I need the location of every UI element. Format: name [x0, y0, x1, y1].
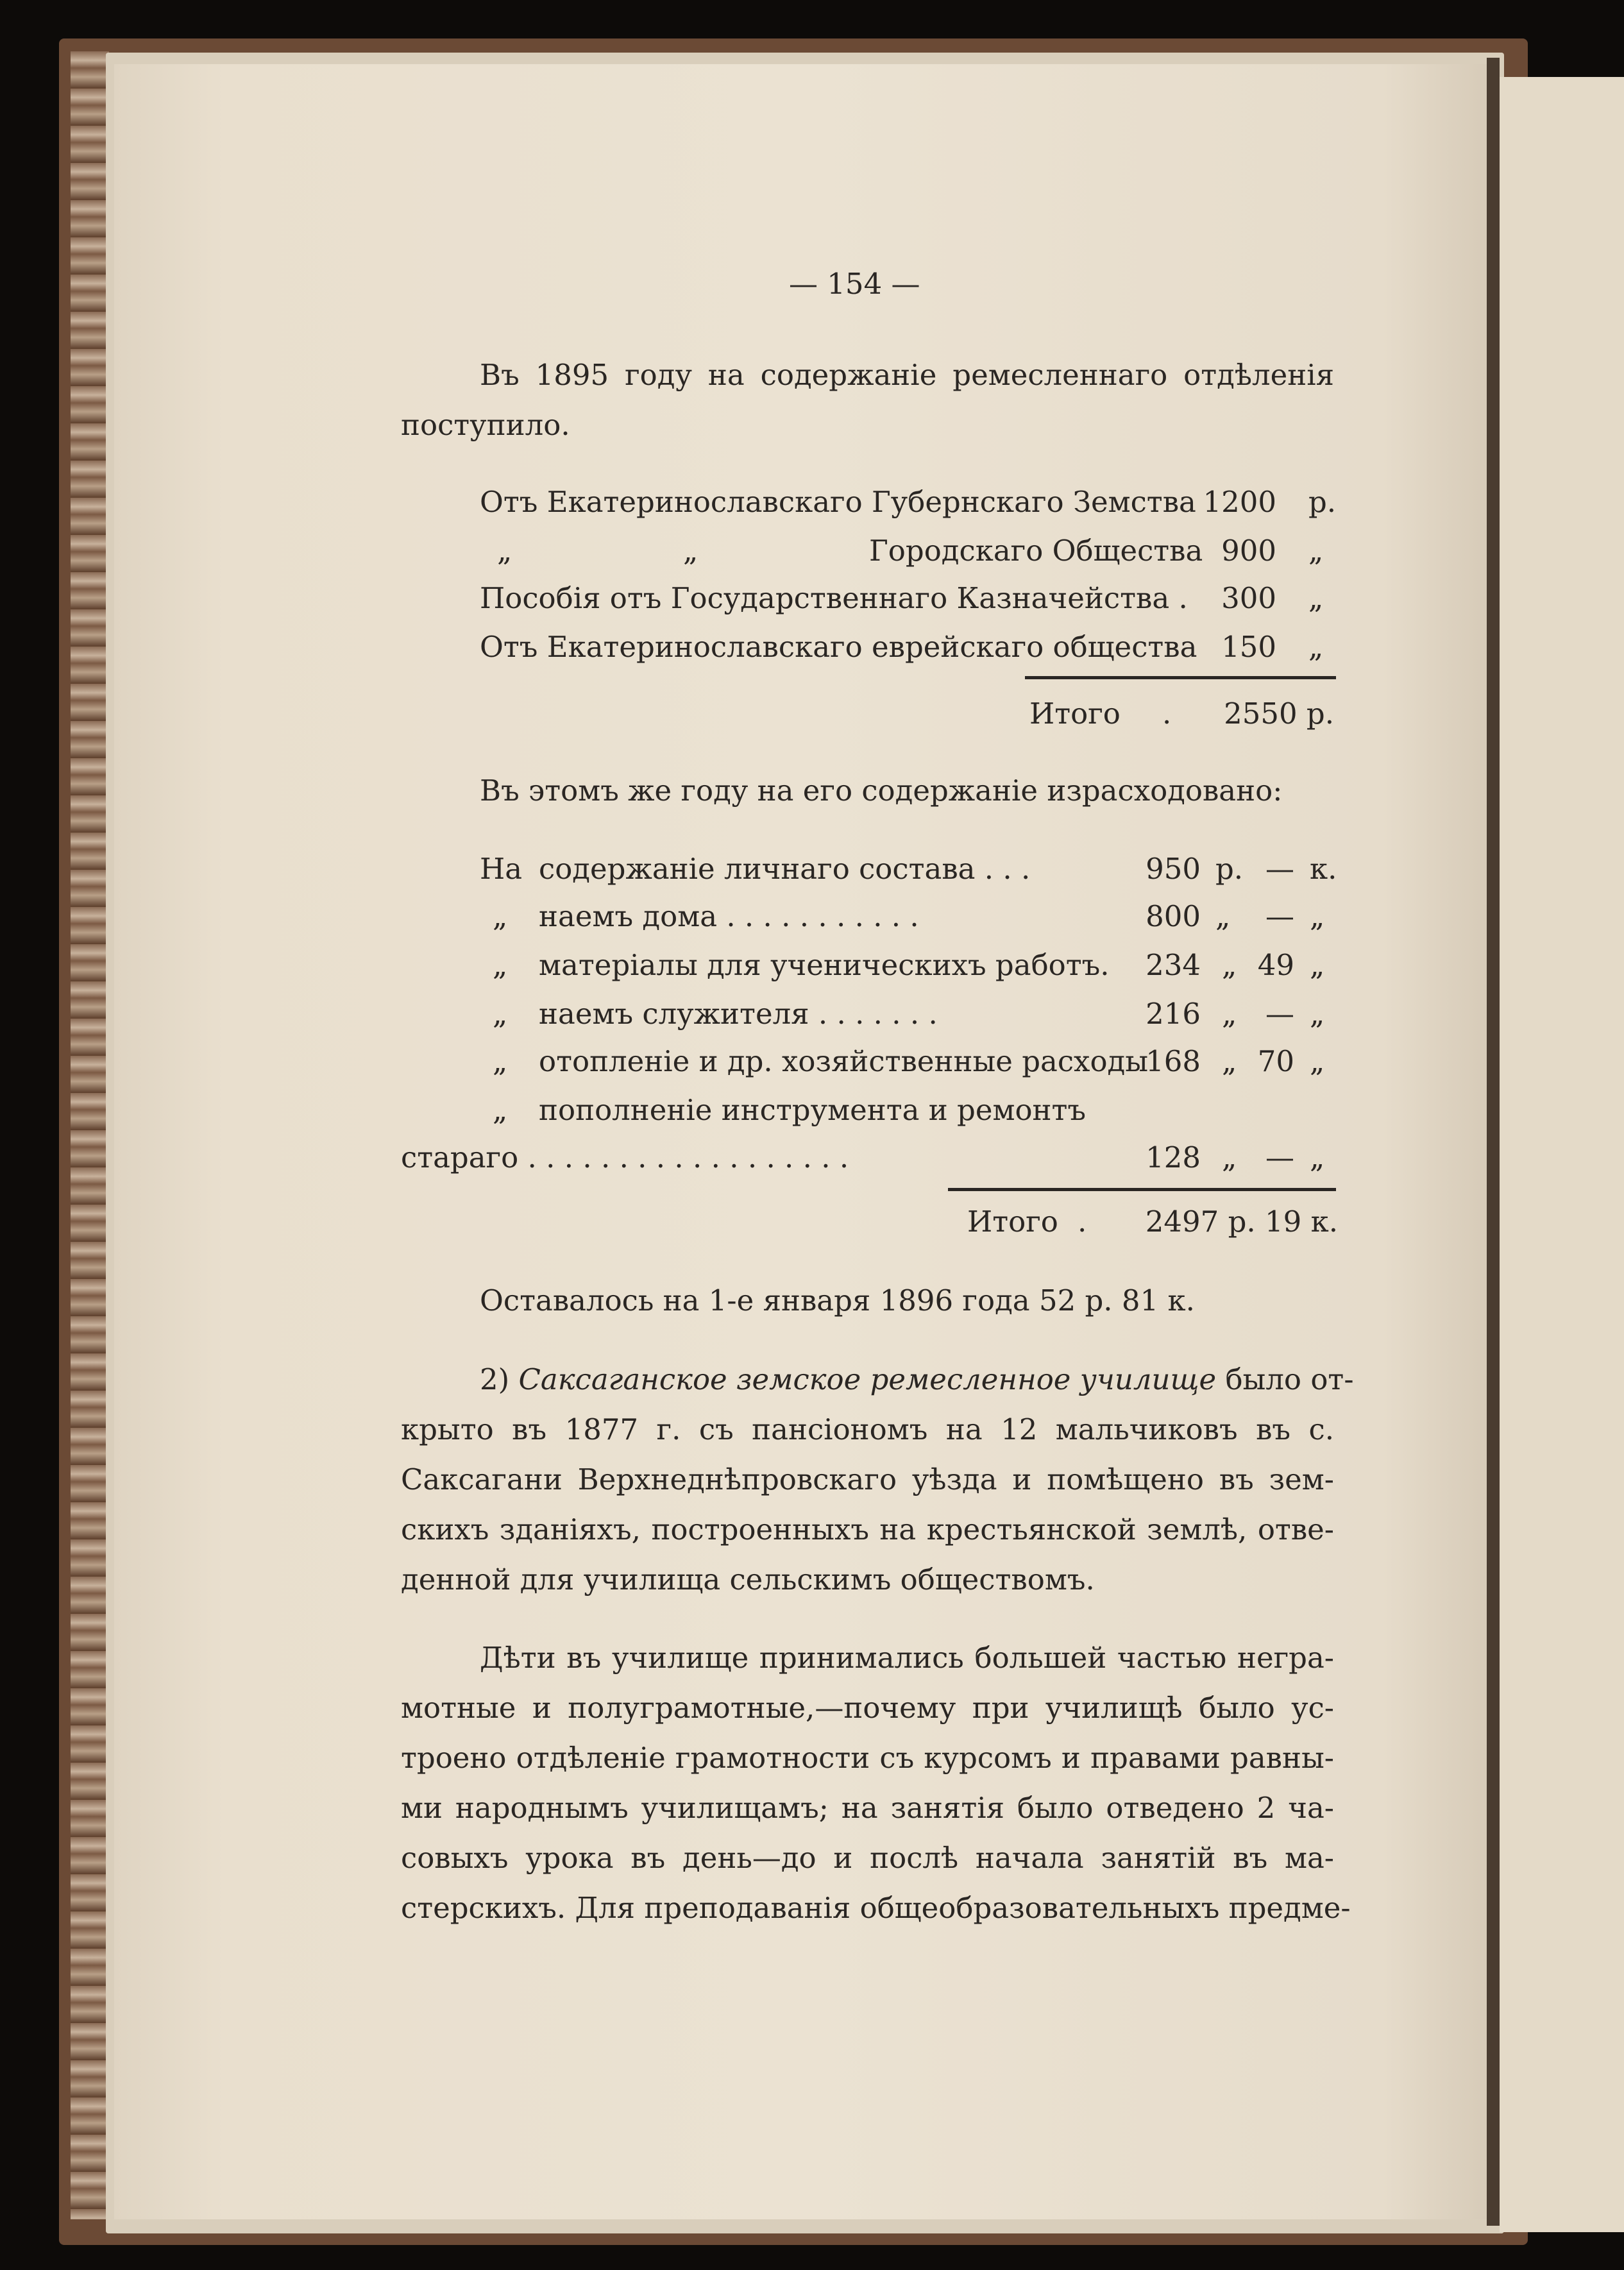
income-intro-line1: Въ 1895 году на содержаніе ремесленнаго отдѣленія [480, 358, 1334, 392]
para2-line: троено отдѣленіе грамотности съ курсомъ и правами равны- [401, 1741, 1334, 1775]
para1-line1-rest: было от- [1225, 1362, 1354, 1396]
expense-row-kopecks: — [1265, 852, 1294, 886]
income-row-unit: „ [1308, 630, 1324, 664]
income-row-label: Отъ Екатеринославскаго еврейскаго общества [480, 630, 1197, 664]
para2-line: ми народнымъ училищамъ; на занятія было отведено 2 ча- [401, 1791, 1334, 1825]
expense-row-label: стараго . . . . . . . . . . . . . . . . . . [401, 1140, 849, 1174]
expenses-total-value: 2497 р. 19 к. [1145, 1205, 1338, 1239]
expense-row-kopecks: 49 [1257, 948, 1294, 982]
book-spine [71, 51, 109, 2219]
expense-row-kop-unit: „ [1310, 997, 1325, 1031]
expense-row-rub-unit: „ [1222, 997, 1237, 1031]
expense-row-prefix: На [480, 852, 523, 886]
income-total-label: Итого [1029, 697, 1121, 731]
income-row-unit: р. [1308, 485, 1337, 519]
income-row-label: Отъ Екатеринославскаго Губернскаго Земства [480, 485, 1196, 519]
page-number: — 154 — [789, 267, 920, 301]
expense-row-kopecks: — [1265, 997, 1294, 1031]
para1-line: скихъ зданіяхъ, построенныхъ на крестьянской землѣ, отве- [401, 1512, 1334, 1546]
para2-line: мотные и полуграмотные,—почему при училищѣ было ус- [401, 1691, 1334, 1725]
para2-line: совыхъ урока въ день—до и послѣ начала занятій въ ма- [401, 1841, 1334, 1875]
expenses-total-dot: . [1078, 1205, 1087, 1239]
expense-row-label: отопленіе и др. хозяйственные расходы [539, 1044, 1149, 1078]
expense-row-rubles: 168 [1146, 1044, 1201, 1078]
expense-row-rub-unit: „ [1222, 948, 1237, 982]
expense-row-rubles: 216 [1146, 997, 1201, 1031]
income-row-unit: „ [1308, 581, 1324, 615]
expense-row-rub-unit: р. [1215, 852, 1244, 886]
expense-row-label: наемъ служителя . . . . . . . [539, 997, 938, 1031]
expense-row-kop-unit: к. [1310, 852, 1337, 886]
income-row-amount: 150 [1221, 630, 1276, 664]
expense-row-prefix: „ [493, 997, 508, 1031]
remainder-line: Оставалось на 1-е января 1896 года 52 р. 81 к. [480, 1283, 1195, 1317]
para2-line: Дѣти въ училище принимались большей частью негра- [480, 1641, 1334, 1675]
para1-last-line: денной для училища сельскимъ обществомъ. [401, 1563, 1095, 1597]
expense-row-prefix: „ [493, 948, 508, 982]
expense-row-label: содержаніе личнаго состава . . . [539, 852, 1031, 886]
expense-row-rubles: 950 [1146, 852, 1201, 886]
expenses-intro: Въ этомъ же году на его содержаніе израсходовано: [480, 774, 1283, 808]
income-total-rule [1025, 676, 1336, 679]
income-row-label: Городскаго Общества [869, 534, 1203, 568]
school-name: Саксаганское земское ремесленное училище [518, 1362, 1217, 1396]
expense-row-kop-unit: „ [1310, 1140, 1325, 1174]
expense-row-label: пополненіе инструмента и ремонтъ [539, 1093, 1087, 1127]
expenses-total-rule [948, 1188, 1336, 1191]
expense-row-rubles: 800 [1146, 899, 1201, 933]
income-row-ditto: „ [497, 534, 512, 568]
expense-row-prefix: „ [493, 1093, 508, 1127]
income-intro-line2: поступило. [401, 408, 570, 442]
income-row-amount: 300 [1221, 581, 1276, 615]
expenses-total-label: Итого [967, 1205, 1058, 1239]
expense-row-prefix: „ [493, 899, 508, 933]
expense-row-kopecks: 70 [1257, 1044, 1294, 1078]
income-total-dot: . [1162, 697, 1172, 731]
expense-row-rubles: 234 [1146, 948, 1201, 982]
expense-row-rub-unit: „ [1215, 899, 1231, 933]
expense-row-kopecks: — [1265, 899, 1294, 933]
income-row-amount: 900 [1221, 534, 1276, 568]
expense-row-kop-unit: „ [1310, 1044, 1325, 1078]
income-total-value: 2550 р. [1224, 697, 1334, 731]
income-row-label: Пособія отъ Государственнаго Казначейства . [480, 581, 1188, 615]
expense-row-rubles: 128 [1146, 1140, 1201, 1174]
facing-page-edge [1500, 77, 1624, 2232]
expense-row-rub-unit: „ [1222, 1140, 1237, 1174]
expense-row-rub-unit: „ [1222, 1044, 1237, 1078]
expense-row-kop-unit: „ [1310, 899, 1325, 933]
income-row-amount: 1200 [1203, 485, 1276, 519]
para1-number: 2) [480, 1362, 510, 1396]
income-row-unit: „ [1308, 534, 1324, 568]
para1-line1 [480, 1362, 1354, 1396]
para1-line: крыто въ 1877 г. съ пансіономъ на 12 мальчиковъ въ с. [401, 1412, 1334, 1446]
expense-row-prefix: „ [493, 1044, 508, 1078]
expense-row-kopecks: — [1265, 1140, 1294, 1174]
income-row-ditto: „ [683, 534, 698, 568]
para1-line: Саксагани Верхнеднѣпровскаго уѣзда и помѣщено въ зем- [401, 1462, 1334, 1496]
expense-row-label: наемъ дома . . . . . . . . . . . [539, 899, 919, 933]
para2-line: стерскихъ. Для преподаванія общеобразовательныхъ предме- [401, 1891, 1351, 1925]
expense-row-kop-unit: „ [1310, 948, 1325, 982]
expense-row-label: матеріалы для ученическихъ работъ. [539, 948, 1110, 982]
book-gutter [1487, 58, 1500, 2226]
